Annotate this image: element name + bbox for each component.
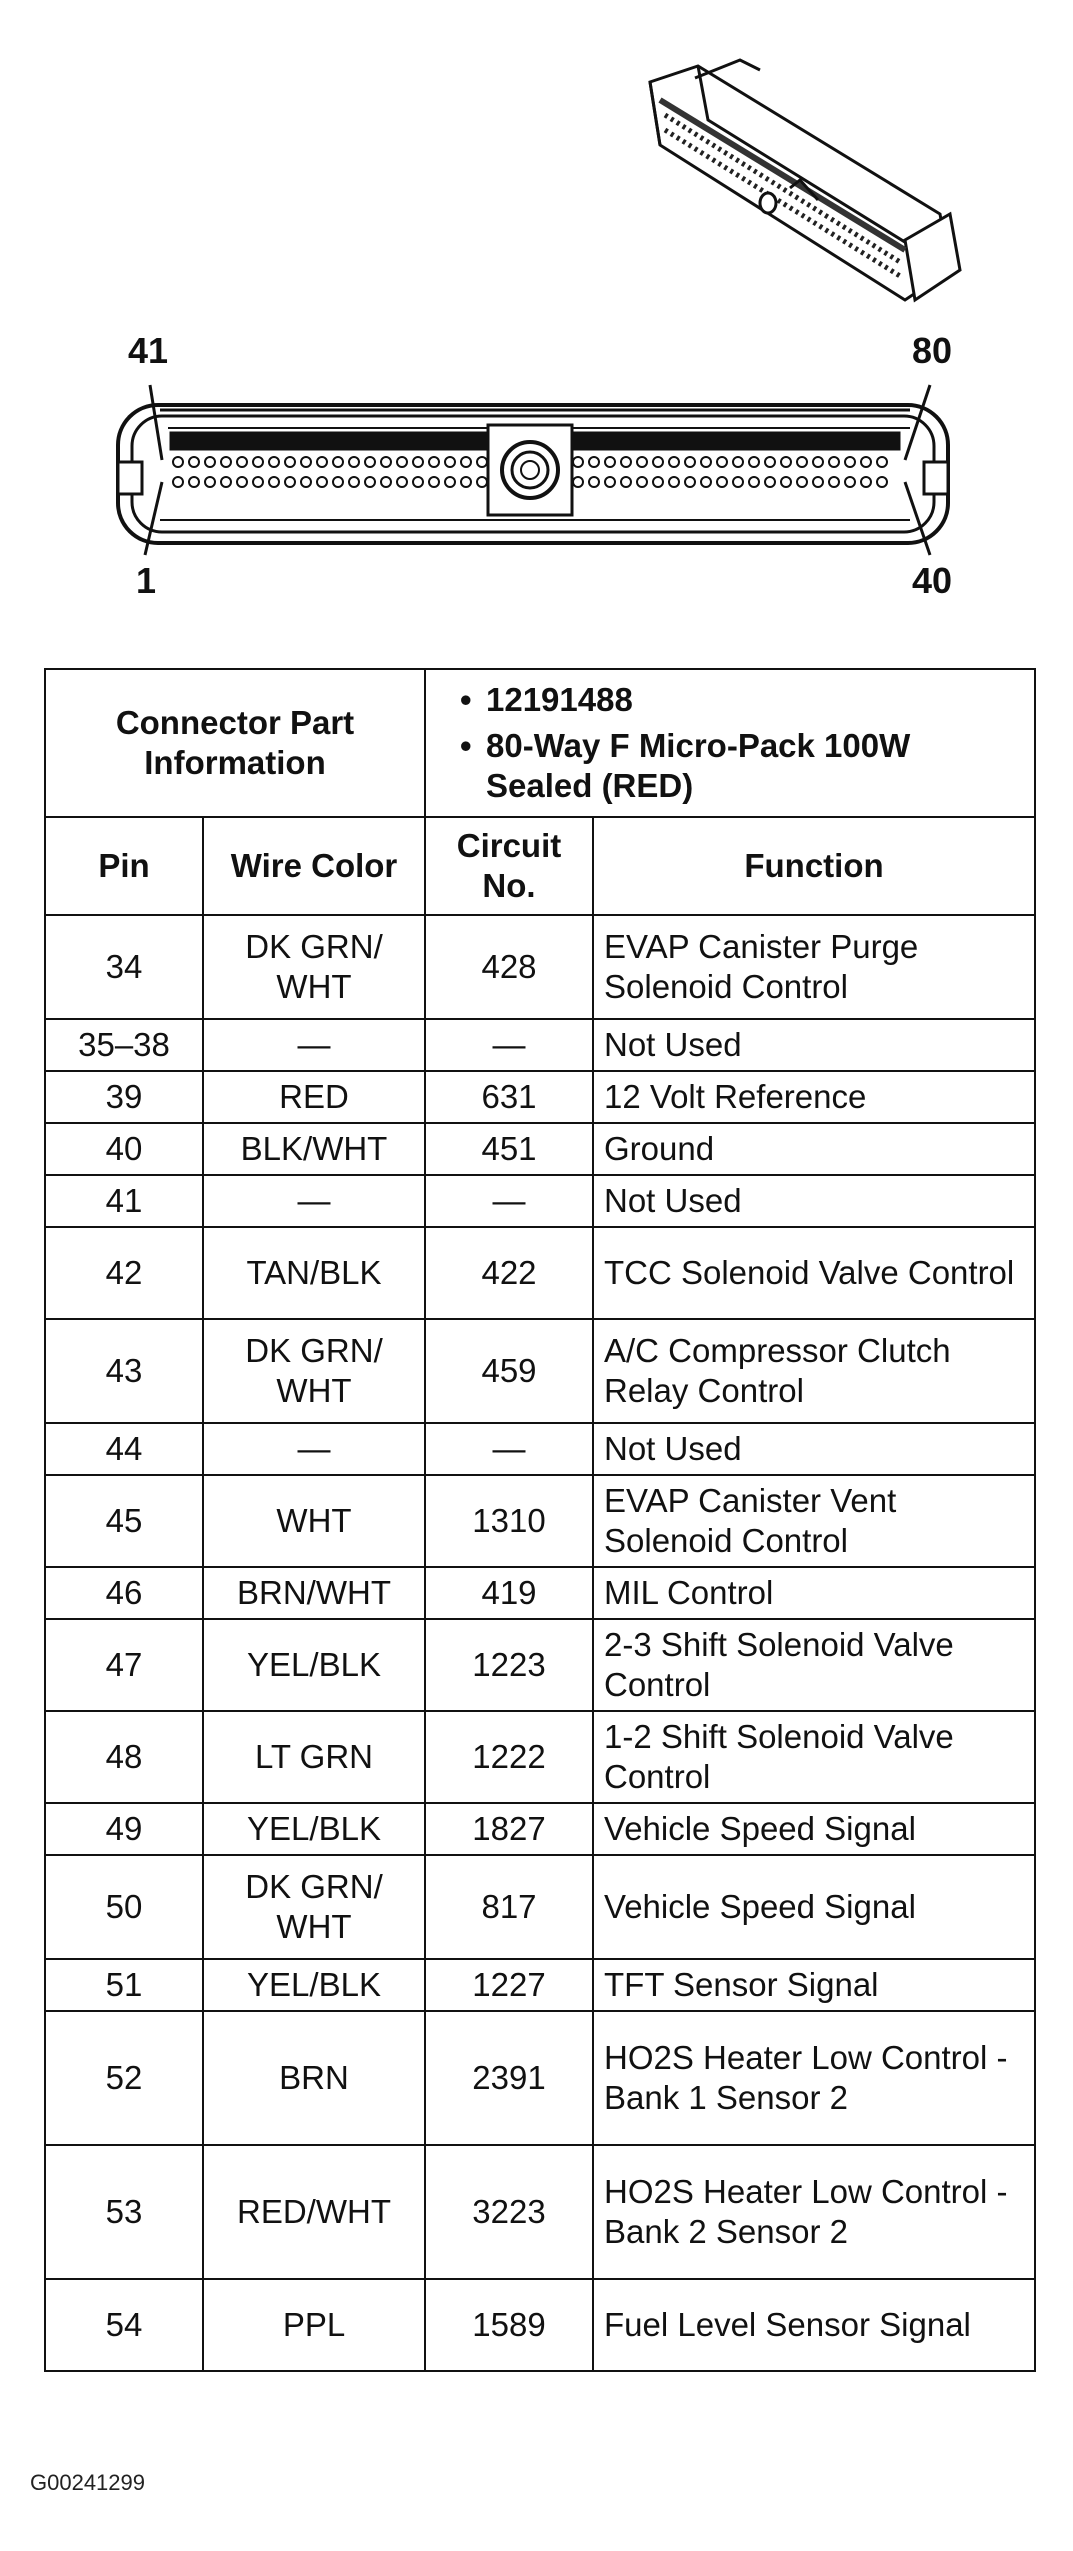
pin-hole	[397, 457, 407, 467]
pin-label-1: 1	[136, 560, 157, 601]
pin-hole	[669, 477, 679, 487]
table-row	[45, 1123, 1035, 1175]
circuit-cell: 419	[425, 1567, 593, 1619]
pin-hole	[717, 457, 727, 467]
pin-hole	[621, 477, 631, 487]
pin-hole	[797, 477, 807, 487]
pin-cell: 41	[45, 1175, 203, 1227]
pin-label-40: 40	[912, 560, 953, 601]
pin-hole	[285, 457, 295, 467]
pin-hole	[189, 457, 199, 467]
pin-hole	[413, 457, 423, 467]
pin-hole	[653, 457, 663, 467]
pin-hole	[797, 457, 807, 467]
pin-hole	[205, 457, 215, 467]
pin-hole	[237, 477, 247, 487]
pin-hole	[669, 457, 679, 467]
function-cell: Ground	[593, 1123, 1035, 1175]
connector-table	[44, 668, 1036, 2372]
function-cell: TFT Sensor Signal	[593, 1959, 1035, 2011]
pin-hole	[205, 477, 215, 487]
part-number: • 12191488	[486, 680, 1024, 720]
wire-color-cell: DK GRN/ WHT	[203, 1319, 425, 1423]
pin-hole	[733, 457, 743, 467]
pin-cell: 47	[45, 1619, 203, 1711]
wire-color-cell: —	[203, 1423, 425, 1475]
pin-label-80: 80	[912, 330, 953, 371]
pin-hole	[221, 457, 231, 467]
pin-hole	[461, 457, 471, 467]
pin-cell: 48	[45, 1711, 203, 1803]
function-cell: Not Used	[593, 1019, 1035, 1071]
pin-hole	[637, 457, 647, 467]
circuit-cell: 1310	[425, 1475, 593, 1567]
pin-hole	[573, 457, 583, 467]
table-row	[45, 1803, 1035, 1855]
table-row	[45, 1855, 1035, 1959]
pin-cell: 42	[45, 1227, 203, 1319]
pin-hole	[733, 477, 743, 487]
pin-hole	[349, 457, 359, 467]
wire-color-cell: DK GRN/ WHT	[203, 915, 425, 1019]
function-cell: HO2S Heater Low Control - Bank 1 Sensor 2	[593, 2011, 1035, 2145]
pin-hole	[685, 477, 695, 487]
circuit-cell: 3223	[425, 2145, 593, 2279]
wire-color-cell: YEL/BLK	[203, 1959, 425, 2011]
table-row	[45, 1567, 1035, 1619]
circuit-cell: 422	[425, 1227, 593, 1319]
pin-hole	[333, 477, 343, 487]
wire-color-cell: RED	[203, 1071, 425, 1123]
pin-hole	[173, 457, 183, 467]
pin-hole	[701, 457, 711, 467]
wire-color-cell: TAN/BLK	[203, 1227, 425, 1319]
pin-hole	[653, 477, 663, 487]
pin-cell: 46	[45, 1567, 203, 1619]
pin-cell: 44	[45, 1423, 203, 1475]
pin-hole	[877, 477, 887, 487]
pin-cell: 54	[45, 2279, 203, 2371]
pin-hole	[621, 457, 631, 467]
pin-hole	[477, 477, 487, 487]
wire-color-cell: DK GRN/ WHT	[203, 1855, 425, 1959]
function-cell: TCC Solenoid Valve Control	[593, 1227, 1035, 1319]
function-cell: HO2S Heater Low Control - Bank 2 Sensor 2	[593, 2145, 1035, 2279]
wire-color-cell: BRN	[203, 2011, 425, 2145]
function-cell: A/C Compressor Clutch Relay Control	[593, 1319, 1035, 1423]
wire-color-cell: —	[203, 1019, 425, 1071]
col-circuit-no: Circuit No.	[425, 817, 593, 915]
function-cell: Vehicle Speed Signal	[593, 1803, 1035, 1855]
function-cell: Vehicle Speed Signal	[593, 1855, 1035, 1959]
pin-hole	[429, 477, 439, 487]
figure-code: G00241299	[30, 2470, 145, 2495]
pin-cell: 43	[45, 1319, 203, 1423]
col-pin: Pin	[45, 817, 203, 915]
part-description: • 80-Way F Micro-Pack 100W Sealed (RED)	[486, 726, 1024, 807]
pin-hole	[749, 457, 759, 467]
table-row	[45, 1071, 1035, 1123]
table-row	[45, 915, 1035, 1019]
circuit-cell: 2391	[425, 2011, 593, 2145]
pin-hole	[221, 477, 231, 487]
table-row	[45, 1227, 1035, 1319]
circuit-cell: —	[425, 1175, 593, 1227]
table-row	[45, 1711, 1035, 1803]
wire-color-cell: BRN/WHT	[203, 1567, 425, 1619]
pin-hole	[381, 457, 391, 467]
pin-hole	[877, 457, 887, 467]
pin-hole	[269, 477, 279, 487]
pin-hole	[605, 457, 615, 467]
function-cell: Not Used	[593, 1175, 1035, 1227]
pin-cell: 50	[45, 1855, 203, 1959]
pin-hole	[397, 477, 407, 487]
pin-hole	[317, 457, 327, 467]
pin-hole	[813, 457, 823, 467]
pin-hole	[365, 477, 375, 487]
wire-color-cell: YEL/BLK	[203, 1803, 425, 1855]
pin-hole	[765, 457, 775, 467]
circuit-cell: 451	[425, 1123, 593, 1175]
pin-hole	[861, 477, 871, 487]
pin-hole	[589, 457, 599, 467]
function-cell: EVAP Canister Purge Solenoid Control	[593, 915, 1035, 1019]
pin-hole	[301, 457, 311, 467]
circuit-cell: 1223	[425, 1619, 593, 1711]
circuit-cell: 1227	[425, 1959, 593, 2011]
function-cell: MIL Control	[593, 1567, 1035, 1619]
pin-hole	[285, 477, 295, 487]
circuit-cell: 631	[425, 1071, 593, 1123]
pin-hole	[477, 457, 487, 467]
pin-hole	[445, 477, 455, 487]
pin-hole	[765, 477, 775, 487]
connector-part-info-label: Connector Part Information	[45, 669, 425, 817]
pin-hole	[253, 477, 263, 487]
pin-hole	[605, 477, 615, 487]
circuit-cell: 459	[425, 1319, 593, 1423]
wire-color-cell: —	[203, 1175, 425, 1227]
pin-cell: 49	[45, 1803, 203, 1855]
function-cell: Fuel Level Sensor Signal	[593, 2279, 1035, 2371]
wire-color-cell: RED/WHT	[203, 2145, 425, 2279]
circuit-cell: 428	[425, 915, 593, 1019]
pin-hole	[461, 477, 471, 487]
pin-hole	[781, 457, 791, 467]
pin-hole	[413, 477, 423, 487]
pin-hole	[317, 477, 327, 487]
table-row	[45, 2011, 1035, 2145]
pin-hole	[301, 477, 311, 487]
pin-hole	[701, 477, 711, 487]
function-cell: 1-2 Shift Solenoid Valve Control	[593, 1711, 1035, 1803]
table-row	[45, 1475, 1035, 1567]
wire-color-cell: YEL/BLK	[203, 1619, 425, 1711]
pin-hole	[365, 457, 375, 467]
pin-hole	[333, 457, 343, 467]
pin-cell: 51	[45, 1959, 203, 2011]
pin-hole	[173, 477, 183, 487]
table-row	[45, 1019, 1035, 1071]
pin-hole	[781, 477, 791, 487]
connector-part-details	[425, 669, 1035, 817]
pin-hole	[429, 457, 439, 467]
pin-hole	[269, 457, 279, 467]
connector-3d-icon	[650, 60, 960, 300]
function-cell: 2-3 Shift Solenoid Valve Control	[593, 1619, 1035, 1711]
pin-cell: 40	[45, 1123, 203, 1175]
col-function: Function	[593, 817, 1035, 915]
pin-hole	[717, 477, 727, 487]
circuit-cell: 1827	[425, 1803, 593, 1855]
table-row	[45, 1959, 1035, 2011]
connector-figure	[0, 0, 1073, 640]
pin-hole	[685, 457, 695, 467]
pin-hole	[381, 477, 391, 487]
pin-cell: 52	[45, 2011, 203, 2145]
col-wire-color: Wire Color	[203, 817, 425, 915]
pin-cell: 45	[45, 1475, 203, 1567]
function-cell: 12 Volt Reference	[593, 1071, 1035, 1123]
table-row	[45, 1319, 1035, 1423]
connector-face	[118, 405, 948, 543]
wire-color-cell: WHT	[203, 1475, 425, 1567]
pin-hole	[573, 477, 583, 487]
pin-cell: 35–38	[45, 1019, 203, 1071]
pin-hole	[637, 477, 647, 487]
pin-hole	[189, 477, 199, 487]
pin-hole	[749, 477, 759, 487]
wire-color-cell: PPL	[203, 2279, 425, 2371]
table-row	[45, 1175, 1035, 1227]
pin-hole	[237, 457, 247, 467]
pin-hole	[445, 457, 455, 467]
circuit-cell: 1589	[425, 2279, 593, 2371]
column-header-row	[45, 817, 1035, 915]
pin-cell: 39	[45, 1071, 203, 1123]
pin-label-41: 41	[128, 330, 169, 371]
table-row	[45, 2279, 1035, 2371]
pin-hole	[829, 457, 839, 467]
connector-drawing	[0, 0, 1073, 640]
pin-cell: 53	[45, 2145, 203, 2279]
pin-cell: 34	[45, 915, 203, 1019]
table-row	[45, 1619, 1035, 1711]
function-cell: Not Used	[593, 1423, 1035, 1475]
table-row	[45, 2145, 1035, 2279]
pin-hole	[589, 477, 599, 487]
circuit-cell: —	[425, 1019, 593, 1071]
connector-info-row	[45, 669, 1035, 817]
function-cell: EVAP Canister Vent Solenoid Control	[593, 1475, 1035, 1567]
table-row	[45, 1423, 1035, 1475]
pin-hole	[253, 457, 263, 467]
pin-hole	[861, 457, 871, 467]
circuit-cell: 817	[425, 1855, 593, 1959]
wire-color-cell: LT GRN	[203, 1711, 425, 1803]
wire-color-cell: BLK/WHT	[203, 1123, 425, 1175]
pin-hole	[845, 457, 855, 467]
pin-hole	[349, 477, 359, 487]
pin-hole	[845, 477, 855, 487]
pin-hole	[829, 477, 839, 487]
pin-hole	[813, 477, 823, 487]
circuit-cell: 1222	[425, 1711, 593, 1803]
circuit-cell: —	[425, 1423, 593, 1475]
